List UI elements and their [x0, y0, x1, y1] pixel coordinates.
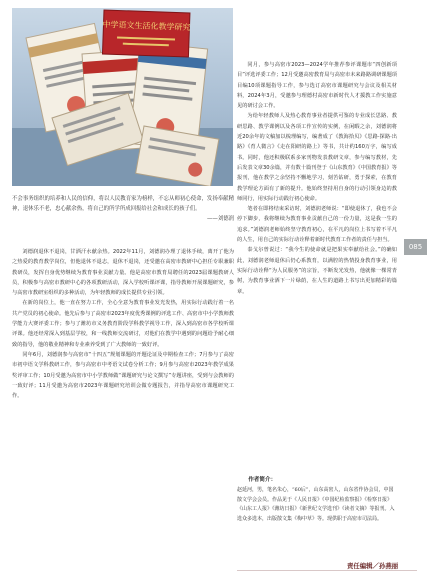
bio-heading: 作者简介：	[248, 477, 277, 483]
paragraph: 泰戈尔曾说过：“我今生的使命就是把果实奉献给社会。”的确如此，刘德润老师退休后仍心系教育，以满腔的热情投身教育事业，用实际行动诠释“为人民服务”的宗旨，不断发光发热，他就像一棵常青树，为教育事业洒下一片绿荫，在人生的道路上书写出更加精彩的篇章。	[237, 247, 397, 295]
paragraph: 为给年轻教师人及热心教育事业者提供可鉴的专业成长思路、教研思路、教学课例以及各项工作宣传的实例，在闲暇之余，刘德润将近20余年的文稿加以梳理编写，编著成了《教海拾贝》《思路·探路·出路》《育人微言》《走在阳研的路上》等书，共计约160万字，编写成书。同时，他还积极联系多家刊物发表教研文章，参与编写教材，先后发表文章30余篇，并有数十篇刊登于《山东教育》《中国教育报》等报刊，他在教学之余坚持不懈地学习，刻苦钻研，勇于探索，在教育教学理论方面有了新的提升。他始终坚持用自身的行动引领身边的教师同行，用实际行动践行初心使命。	[237, 113, 397, 202]
paragraph: 同年6月，刘德润参与高密市“十四五”规划课题的开题论证及中期检查工作；7月参与了高密市初中语文学科教研工作，参与高密市中考语文试卷分析工作；9月参与高密市2023年教学成果奖评审工作；10月受邀为高密市中小学教师做“课题研究与论文撰写”专题讲座，受到与会教师的一致好评；11月受邀为高密市2023年课题研究培训会做专题报告，并指导高密市课题研究工作。	[12, 351, 234, 400]
cover-title: 中学语文生活化教学研究	[102, 19, 191, 33]
caption-author: ——刘德润	[207, 216, 234, 223]
bio-text: 赵延河，男，笔名朱心，“60后”，山东高密人，山东省作协会员，中国散文学会会员。作品见于《人民日报》《中国纪检监察报》《检察日报》《山东工人报》《潍坊日报》《新世纪文学选刊》《读者文摘》等报刊。入选众多选本，出版散文集《梅中草》等。现供职于高密市司法局。	[237, 486, 395, 523]
paragraph: 笔者在即将结束采访时，刘德润老师说：“即使退休了，我也不会停下脚步，我将继续为教育事业贡献自己的一份力量，这是我一生的追求。”刘德润老师始终坚守教育初心，在平凡的岗位上书写着不平凡的人生，用自己的实际行动诠释着新时代教育工作者的责任与担当。	[237, 206, 397, 244]
responsible-editor: 责任编辑／孙燕丽	[347, 562, 399, 570]
author-bio	[237, 476, 397, 525]
footer-divider	[237, 570, 417, 571]
right-column-body	[237, 60, 397, 297]
award-books-illustration	[12, 8, 233, 186]
paragraph: 刘德润退休不退岗，甘洒汗水献余热。2022年11月，刘德润办理了退休手续，离开了他为之热爱的教育教学岗位，但他退休不退志，退休不退岗，还受邀在高密市教研中心担任专职兼职教研员，发挥自身优势继续为教育事业贡献力量。他是高密市教育局聘任的2023届课题教研人员，积极参与高密市教研中心的各项教研活动，深入学校听课评课，指导教师开展课题研究，参与高密市教研室组织的多种活动，为年轻教师的成长提供专业引领。	[12, 249, 234, 297]
photo-caption	[12, 194, 234, 225]
paragraph: 同月，参与高密市2023—2024学年推荐参评课题市“四创新项目”评选评委工作；12月受邀高密教育局与高密市未来路路调研课题项目编10项课题指导工作，参与选订高密市课题研究与会议及相关材料，2024年3月，受邀参与理德村高密市新时代人才援教工作实施意见的研讨会工作。	[237, 62, 397, 110]
caption-text: 不会事务组织的培养和人民的信仰，将以人民教育家为榜样，不忘从师初心使命，发扬奉献精神，退休乐不老，忠心献余热，将自己的所学所成回报给社会和成长的孩子们。	[12, 196, 234, 213]
article-photo	[12, 8, 233, 186]
page-number: 085	[404, 239, 427, 255]
left-column-body	[12, 247, 234, 401]
paragraph: 在新的岗位上，他一直在努力工作，全心全意为教育事业发光发热，用实际行动践行着一名共产党员的初心使命。他先后参与了高密市2023年度优秀课例的评选工作、高密市中小学教师教学能力大赛评委工作；参与了潍坊市义务教育阶段学科教学视导工作，深入到高密市各学校听课评课。他还经常深入到基层学校，和一线教师交流研讨，对他们在教学中遇到的问题给予耐心细致的指导，他的敬业精神和专业素养受到了广大教师的一致好评。	[12, 300, 234, 348]
